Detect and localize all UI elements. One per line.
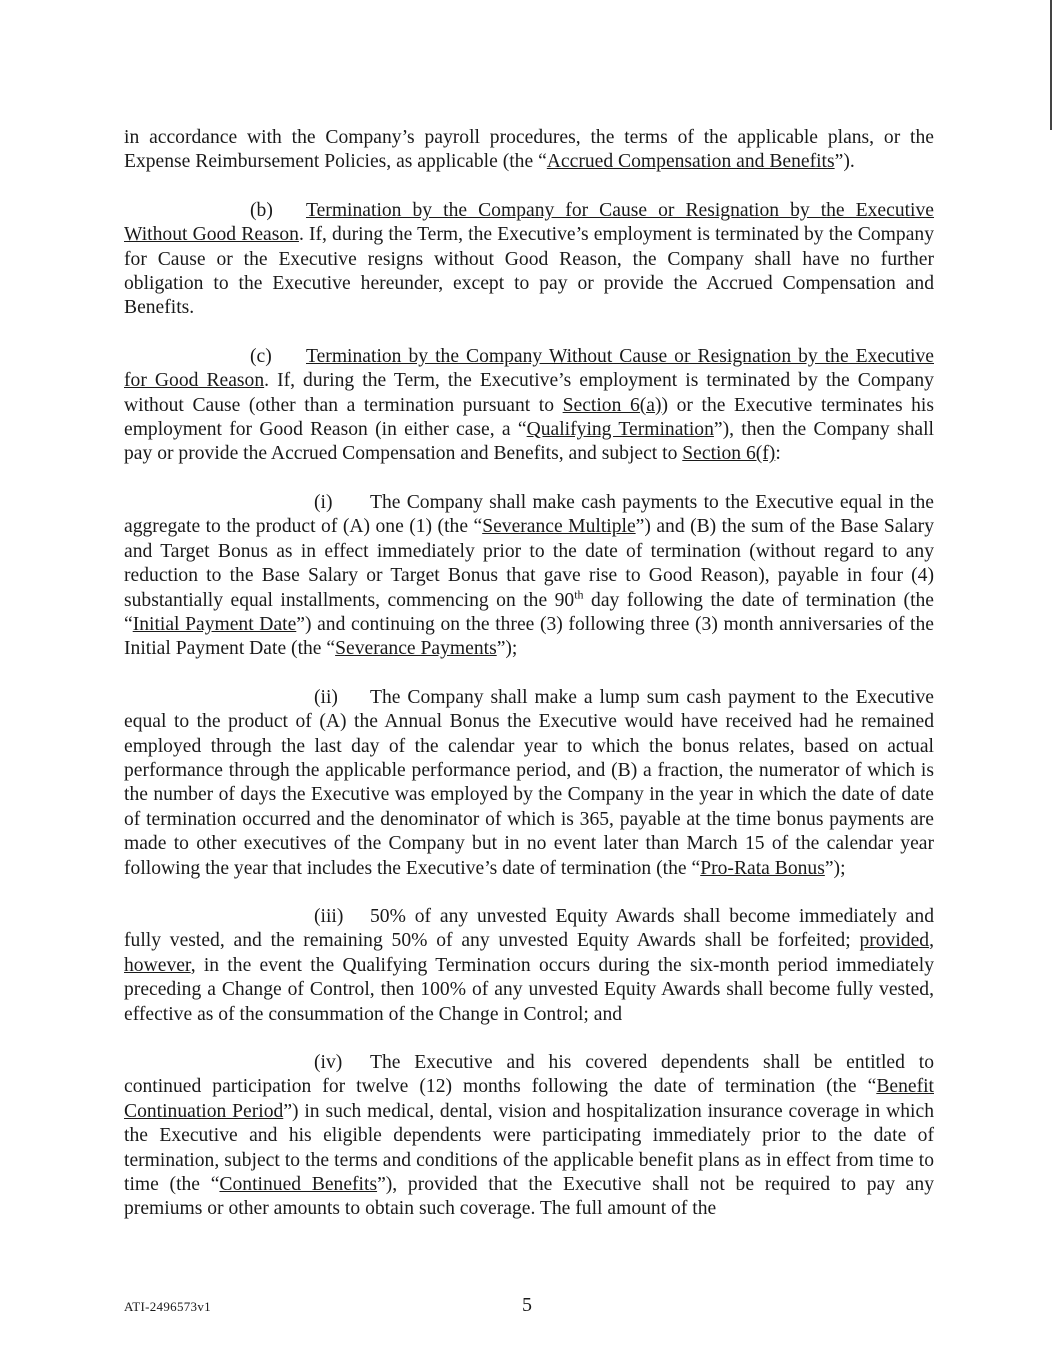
item-iv-text: The Executive and his covered dependents shall be entitled to continued participation for twelve (12) months following the date of termination (the “	[124, 1052, 934, 1098]
item-i-text-end: ”);	[496, 638, 518, 660]
item-i-text: ”) and continuing on the three (3) following three (3) month anniversaries of the Initial Payment Date (the “	[124, 613, 934, 660]
item-i-paragraph	[124, 491, 934, 662]
term-however: however	[124, 954, 191, 976]
page-number: 5	[522, 1294, 532, 1316]
section-b-text: . If, during the Term, the Executive’s employment is terminated by the Company for Cause or the Executive resigns without Good Reason, the Company shall have no further obligation to the Executive hereunder, except to pay or provide the Accrued Compensation and Benefits.	[124, 224, 934, 319]
defined-term-initial-payment-date: Initial Payment Date	[132, 613, 297, 635]
item-i-text: The Company shall make cash payments to the Executive equal in the aggregate to the product of (A) one (1) (the “	[124, 491, 934, 538]
defined-term-benefit-continuation-period: Benefit Continuation Period	[124, 1076, 934, 1122]
section-b-label: (b)	[250, 199, 273, 221]
item-ii-text: The Company shall make a lump sum cash payment to the Executive equal to the product of (A) the Annual Bonus the Executive would have received had he remained employed through the last day of the calendar year to which the bonus relates, based on actual performance through the applicable performance period, and (B) a fraction, the numerator of which is the number of days the Executive was employed by the Company in the year in which the date of date of termination occurred and the denominator of which is 365, payable at the time bonus payments are made to other executives of the Company but in no event later than March 15 of the calendar year following the year that includes the Executive’s date of termination (the “	[124, 686, 934, 879]
item-ii-text-end: ”);	[824, 857, 846, 879]
defined-term-severance-payments: Severance Payments	[335, 638, 497, 660]
item-iv-text-end: ”), provided that the Executive shall not be required to pay any premiums or other amounts to obtain such coverage. The full amount of the	[124, 1174, 934, 1220]
section-c-label: (c)	[250, 345, 272, 367]
intro-text-end: ”).	[834, 151, 855, 173]
section-6a-reference: Section 6(a)	[562, 394, 662, 416]
item-iii-comma: ,	[929, 930, 934, 952]
item-iv-label: (iv)	[314, 1052, 343, 1073]
item-i-label: (i)	[314, 491, 333, 513]
item-iii-label: (iii)	[314, 905, 344, 927]
defined-term-continued-benefits: Continued Benefits	[219, 1174, 378, 1196]
scan-edge-line	[1050, 0, 1052, 130]
item-ii-paragraph	[124, 686, 934, 881]
item-iv-text: ”) in such medical, dental, vision and hospitalization insurance coverage in which the Executive and his eligible dependents were participating immediately prior to the date of termination, subject to the terms and conditions of the applicable benefit plans as in effect from time to time (the “	[124, 1100, 934, 1196]
section-6f-reference: Section 6(f)	[682, 443, 776, 465]
document-page	[124, 126, 934, 1222]
section-c-heading: Termination by the Company Without Cause or Resignation by the Executive for Good Reason	[124, 345, 934, 392]
item-ii-label: (ii)	[314, 686, 338, 708]
item-i-text: day following the date of termination (the “	[124, 589, 935, 635]
section-c-text: . If, during the Term, the Executive’s employment is terminated by the Company without Cause (other than a termination pursuant to	[124, 370, 934, 416]
defined-term-pro-rata-bonus: Pro-Rata Bonus	[700, 857, 825, 879]
defined-term-accrued-compensation: Accrued Compensation and Benefits	[546, 151, 835, 173]
item-iv-paragraph	[124, 1051, 934, 1222]
item-iii-text: 50% of any unvested Equity Awards shall become immediately and fully vested, and the remaining 50% of any unvested Equity Awards shall be forfeited;	[124, 905, 934, 952]
section-c-text: ”), then the Company shall pay or provide the Accrued Compensation and Benefits, and subject to	[124, 419, 934, 465]
item-iii-paragraph	[124, 905, 934, 1027]
item-i-text: ”) and (B) the sum of the Base Salary and Target Bonus as in effect immediately prior to the date of termination (without regard to any reduction to the Base Salary or Target Bonus that gave rise to Good Reason), payable in four (4) substantially equal installments, commencing on the 90	[124, 516, 934, 611]
term-provided: provided	[859, 930, 930, 952]
section-b-heading: Termination by the Company for Cause or Resignation by the Executive Without Good Reason	[124, 199, 934, 246]
ordinal-superscript: th	[574, 586, 584, 601]
intro-paragraph	[124, 126, 934, 175]
section-c-text: ) or the Executive terminates his employment for Good Reason (in either case, a “	[124, 394, 935, 441]
section-c-paragraph	[124, 345, 934, 467]
document-id: ATI-2496573v1	[124, 1299, 211, 1314]
item-iii-text-end: , in the event the Qualifying Termination occurs during the six-month period immediately preceding a Change of Control, then 100% of any unvested Equity Awards shall become fully vested, effective as of the consummation of the Change in Control; and	[124, 954, 934, 1025]
section-c-text-end: :	[775, 443, 781, 465]
defined-term-severance-multiple: Severance Multiple	[482, 516, 636, 538]
intro-text: in accordance with the Company’s payroll procedures, the terms of the applicable plans, or the Expense Reimbursement Policies, as applicable (the “	[124, 127, 934, 173]
defined-term-qualifying-termination: Qualifying Termination	[526, 419, 714, 441]
section-b-paragraph	[124, 199, 934, 321]
